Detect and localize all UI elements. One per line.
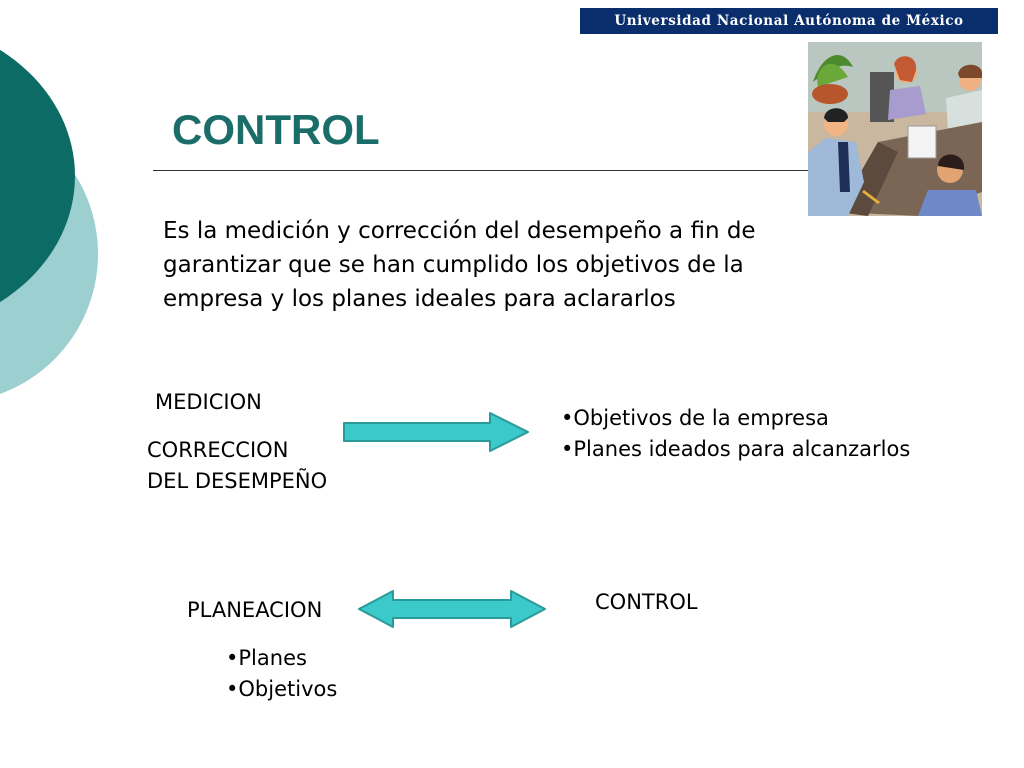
label-correccion: [147, 435, 327, 497]
university-banner: Universidad Nacional Autónoma de México: [580, 8, 998, 34]
label-control: CONTROL: [595, 590, 698, 614]
right-arrow: [340, 410, 535, 454]
title-divider: [153, 170, 808, 171]
diagram1-bullet-list: [561, 403, 910, 465]
bullet-item: •Planes: [226, 646, 307, 670]
bullet-item: •Objetivos de la empresa: [561, 406, 829, 430]
bullet-text: Planes ideados para alcanzarlos: [573, 437, 911, 461]
bullet-text: Objetivos: [238, 677, 338, 701]
bullet-item: •Objetivos: [226, 677, 338, 701]
label-correccion-line2: DEL DESEMPEÑO: [147, 469, 328, 493]
label-medicion: MEDICION: [155, 390, 262, 414]
label-planeacion: PLANEACION: [187, 598, 323, 622]
bullet-text: Planes: [238, 646, 307, 670]
double-arrow: [355, 588, 550, 630]
meeting-clipart: [808, 42, 982, 216]
bullet-item: •Planes ideados para alcanzarlos: [561, 437, 911, 461]
label-correccion-line1: CORRECCION: [147, 438, 289, 462]
diagram2-bullet-list: [226, 643, 337, 705]
slide-title: CONTROL: [172, 106, 380, 153]
definition-text: Es la medición y corrección del desempeño a fin de garantizar que se han cumplido los objetivos de la empresa y los planes ideales para aclararlos: [163, 218, 756, 312]
bullet-text: Objetivos de la empresa: [573, 406, 829, 430]
